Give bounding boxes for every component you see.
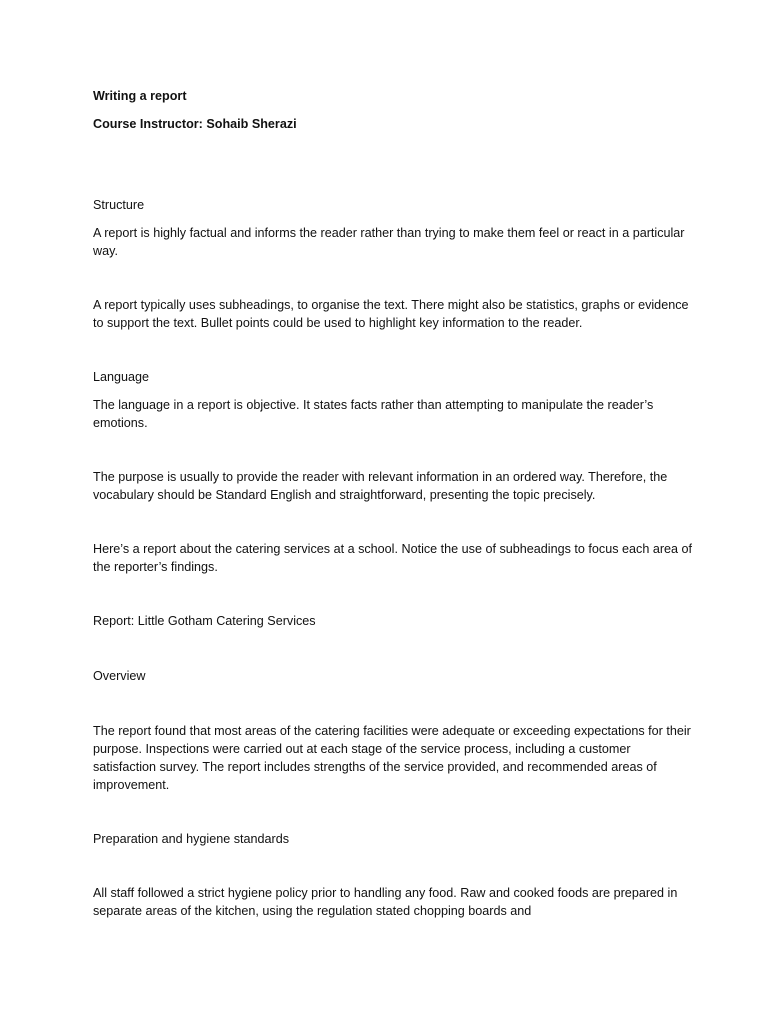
overview-heading: Overview <box>93 669 146 683</box>
language-heading: Language <box>93 370 150 384</box>
language-paragraph-1: The language in a report is objective. It states facts rather than attempting to manipulate the reader’s emotions. <box>93 398 654 430</box>
structure-paragraph-2: A report typically uses subheadings, to organise the text. There might also be statistics, graphs or evidence to support the text. Bullet points could be used to highlight key information to the reader. <box>93 298 689 330</box>
report-title: Report: Little Gotham Catering Services <box>93 614 316 628</box>
structure-paragraph-1: A report is highly factual and informs the reader rather than trying to make them feel or react in a particular way. <box>93 226 685 258</box>
hygiene-paragraph: All staff followed a strict hygiene policy prior to handling any food. Raw and cooked foods are prepared in separate areas of the kitchen, using the regulation stated chopping boards and <box>93 886 678 918</box>
document-title: Writing a report <box>93 89 187 103</box>
course-instructor: Course Instructor: Sohaib Sherazi <box>93 117 297 131</box>
overview-paragraph: The report found that most areas of the catering facilities were adequate or exceeding expectations for their purpose. Inspections were carried out at each stage of the service process, including a customer satisfaction survey. The report includes strengths of the service provided, and recommended areas of improvement. <box>93 724 691 792</box>
hygiene-heading: Preparation and hygiene standards <box>93 832 290 846</box>
language-paragraph-2: The purpose is usually to provide the reader with relevant information in an ordered way. Therefore, the vocabulary should be Standard English and straightforward, presenting the topic precisely. <box>93 470 668 502</box>
structure-heading: Structure <box>93 198 145 212</box>
intro-paragraph: Here’s a report about the catering services at a school. Notice the use of subheadings to focus each area of the reporter’s findings. <box>93 542 693 574</box>
